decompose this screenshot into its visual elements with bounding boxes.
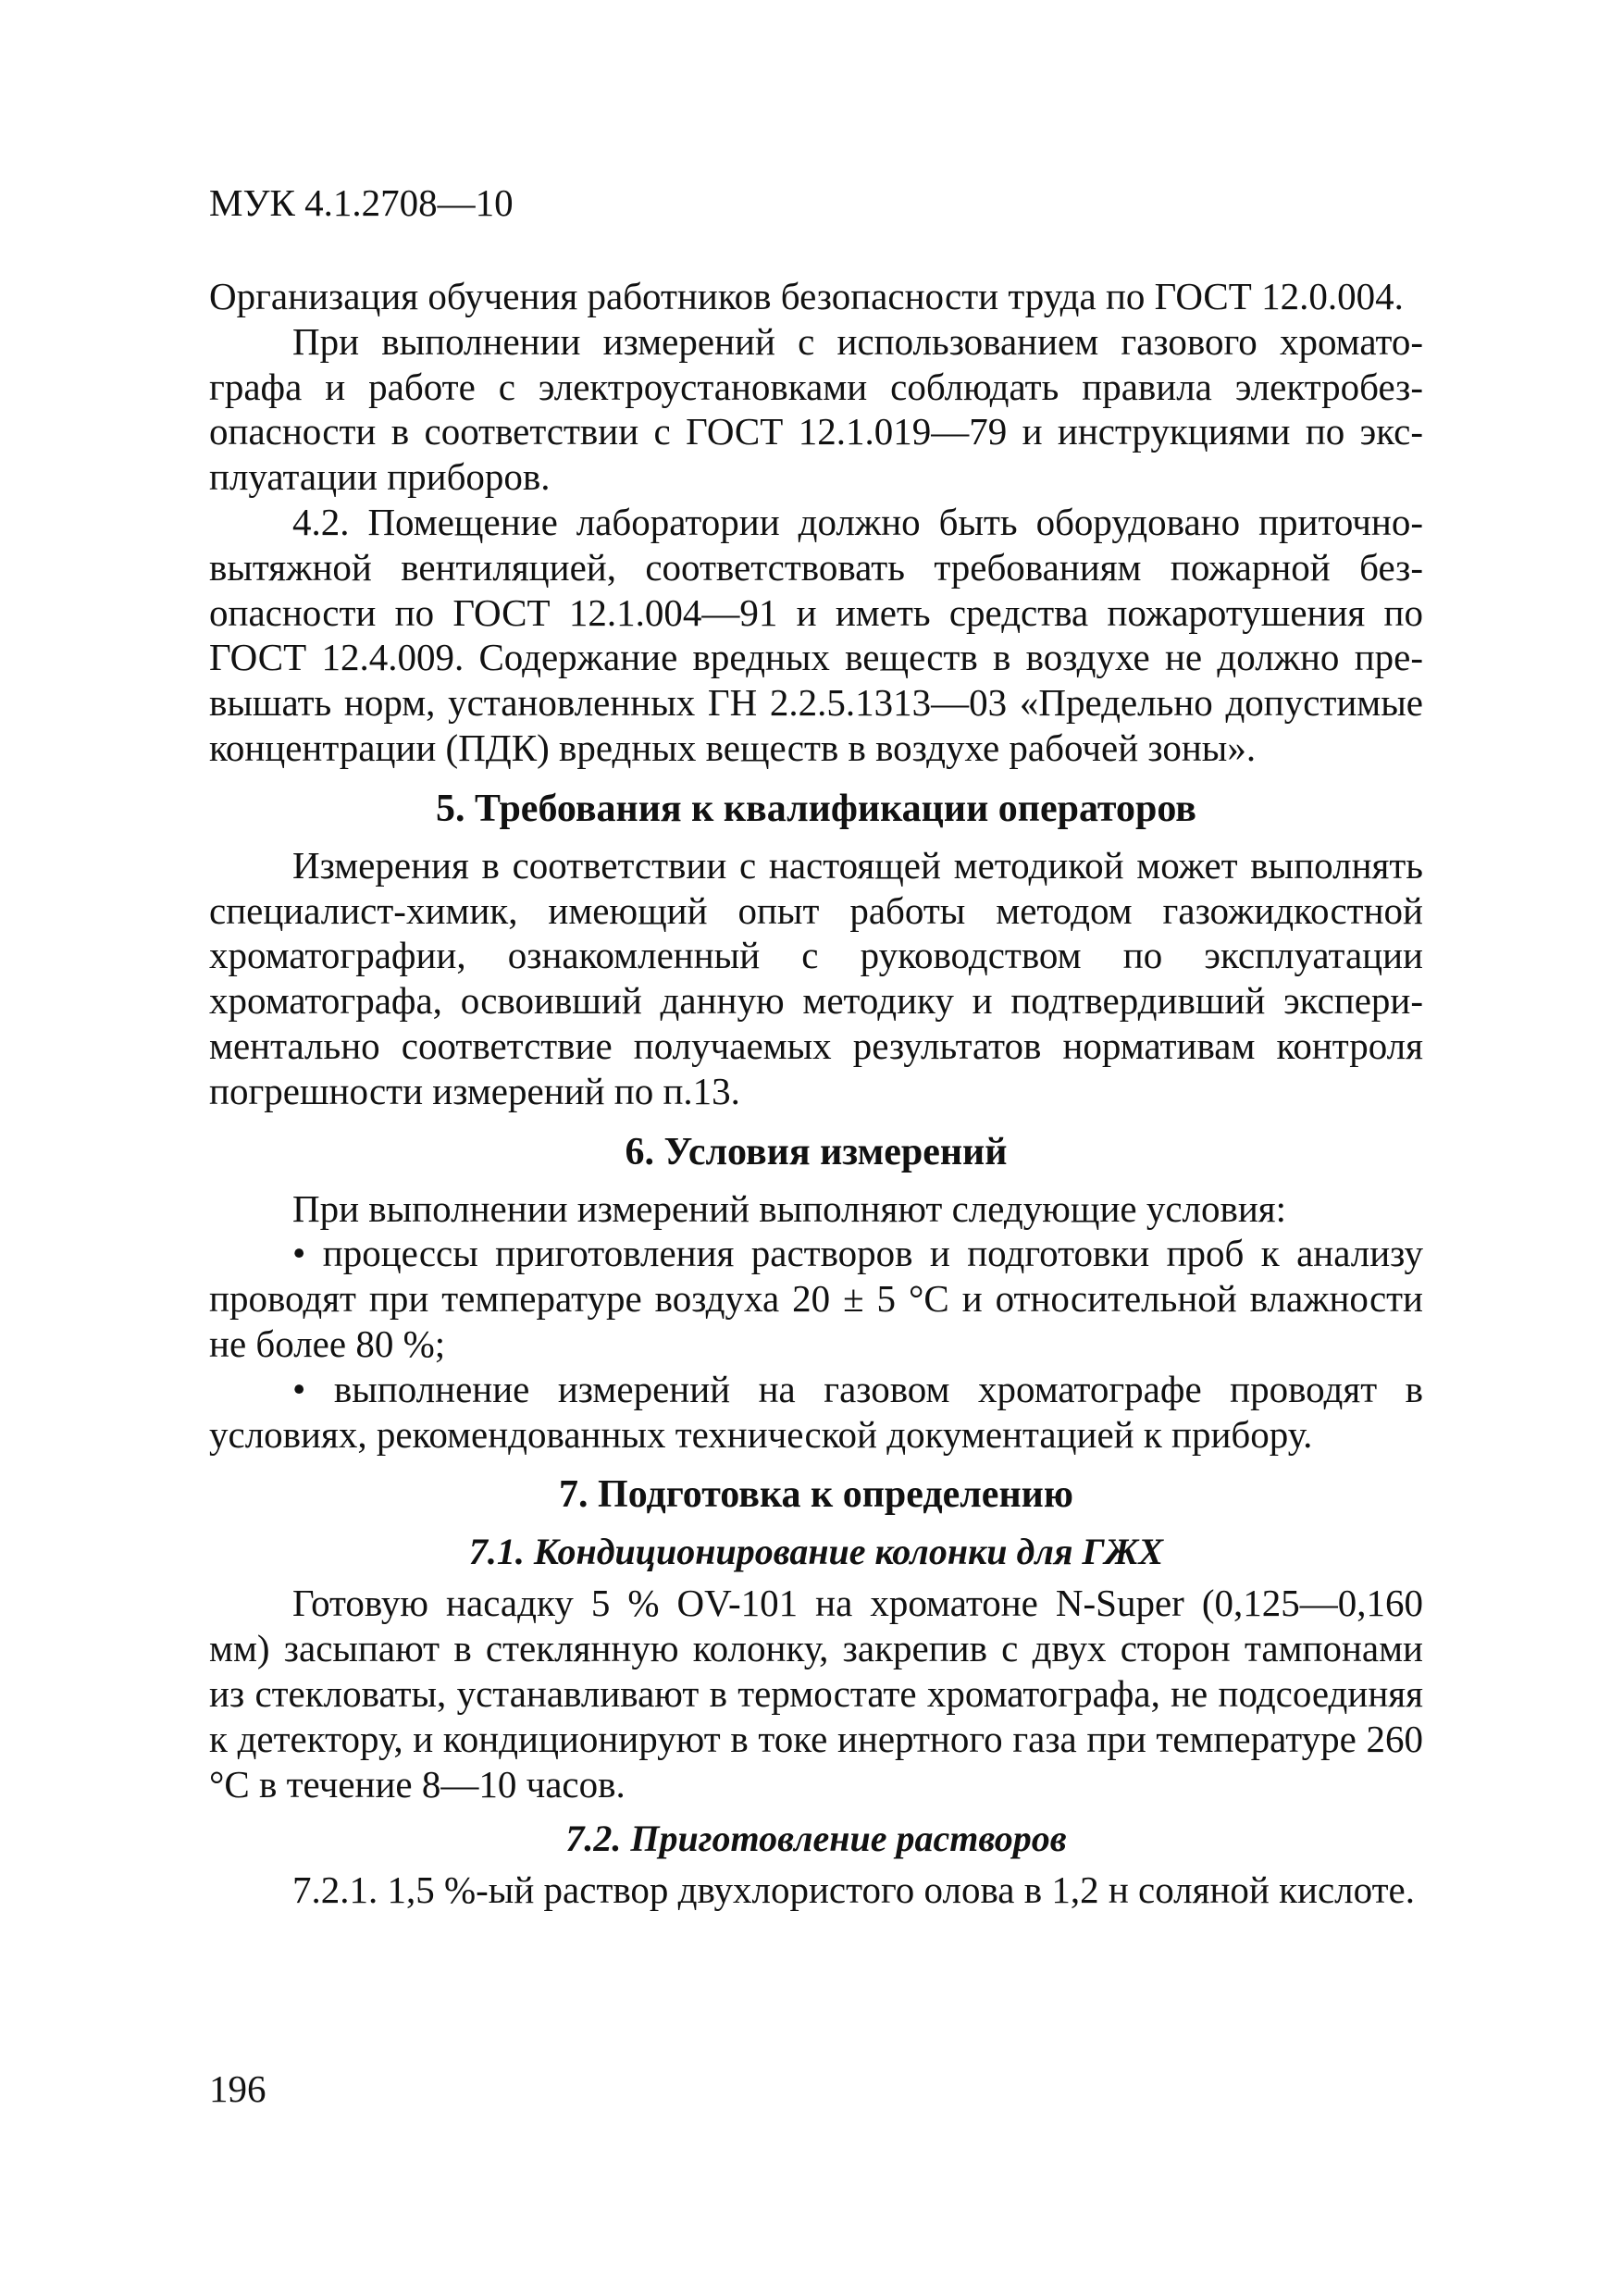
paragraph-4-2-laboratory: 4.2. Помещение лаборатории должно быть оборудовано приточно-вытяжной вентиляцией, соответствовать требованиям пожарной безопасности по ГОСТ 12.1.004—91 и иметь средства пожаротушения по ГОСТ 12.4.009. Содержание вредных веществ в воздухе не должно превышать норм, установленных ГН 2.2.5.1313—03 «Предельно допустимые концентрации (ПДК) вредных веществ в воздухе рабочей зоны». [209, 500, 1423, 769]
subsection-7-1-heading: 7.1. Кондиционирование колонки для ГЖХ [468, 1531, 1164, 1573]
page-content [209, 274, 1423, 1913]
paragraph-operator-qualification: Измерения в соответствии с настоящей методикой может выполнять специалист-химик, имеющий опыт работы методом газожидкостной хроматографии, ознакомленный с руководством по эксплуатации хроматографа, освоивший данную методику и подтвердивший экспериментально соответствие получаемых результатов нормативам контроля погрешности измерений по п.13. [209, 843, 1423, 1112]
bullet-icon: • [292, 1232, 306, 1275]
document-code-header: МУК 4.1.2708—10 [209, 181, 514, 224]
bullet-item-sample-preparation [209, 1231, 1423, 1366]
paragraph-7-2-1-solution: 7.2.1. 1,5 %-ый раствор двухлористого олова в 1,2 н соляной кислоте. [292, 1868, 1415, 1912]
bullet-text: процессы приготовления растворов и подготовки проб к анализу проводят при температуре воздуха 20 ± 5 °С и относительной влажности не более 80 %; [209, 1232, 1423, 1365]
bullet-text: выполнение измерений на газовом хроматографе проводят в условиях, рекомендованных технической документацией к прибору. [209, 1367, 1423, 1456]
paragraph-conditions-intro: При выполнении измерений выполняют следующие условия: [292, 1186, 1287, 1230]
section-5-heading: 5. Требования к квалификации операторов [436, 787, 1196, 830]
paragraph-training: Организация обучения работников безопасности труда по ГОСТ 12.0.004. [209, 275, 1404, 317]
paragraph-electrical-safety: При выполнении измерений с использованием газового хроматографа и работе с электроустановками соблюдать правила электробезопасности в соответствии с ГОСТ 12.1.019—79 и инструкциями по эксплуатации приборов. [209, 319, 1423, 499]
section-7-heading: 7. Подготовка к определению [559, 1473, 1073, 1517]
subsection-7-2-heading: 7.2. Приготовление растворов [565, 1818, 1067, 1860]
bullet-icon: • [292, 1367, 306, 1410]
bullet-item-chromatograph [209, 1367, 1423, 1458]
page-number: 196 [209, 2067, 266, 2110]
paragraph-column-conditioning: Готовую насадку 5 % OV-101 на хроматоне N-Super (0,125—0,160 мм) засыпают в стеклянную колонку, закрепив с двух сторон тампонами из стекловаты, устанавливают в термостате хроматографа, не подсоединяя к детектору, и кондиционируют в токе инертного газа при температуре 260 °С в течение 8—10 часов. [209, 1582, 1423, 1806]
section-6-heading: 6. Условия измерений [625, 1130, 1008, 1173]
